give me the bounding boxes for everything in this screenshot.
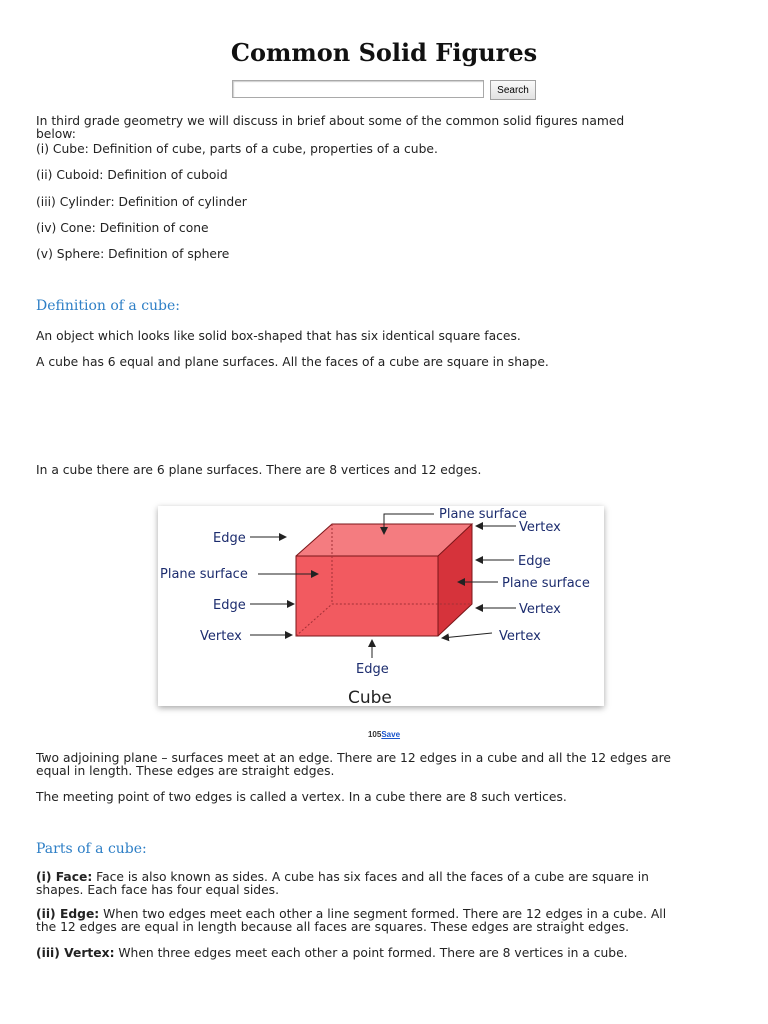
edge-line-1: When two edges meet each other a line segment formed. There are 12 edges in a cube. All bbox=[99, 907, 667, 921]
save-count: 105 bbox=[367, 730, 382, 739]
vertex-line-1: When three edges meet each other a point formed. There are 8 vertices in a cube. bbox=[114, 946, 628, 960]
label-vertex-right-bottom: Vertex bbox=[499, 629, 541, 644]
list-item: (ii) Cuboid: Definition of cuboid bbox=[36, 168, 228, 182]
figure-caption: Cube bbox=[348, 688, 392, 706]
label-edge-right-top: Edge bbox=[518, 554, 551, 569]
face-paragraph bbox=[36, 871, 736, 897]
list-item: (i) Cube: Definition of cube, parts of a cube, properties of a cube. bbox=[36, 142, 438, 156]
face-term: (i) Face: bbox=[36, 870, 93, 884]
cube-front-face bbox=[296, 556, 438, 636]
edge-paragraph-line-1: Two adjoining plane – surfaces meet at an edge. There are 12 edges in a cube and all the 12 edges are bbox=[36, 751, 671, 765]
intro-paragraph bbox=[36, 115, 736, 141]
definition-paragraph-3: In a cube there are 6 plane surfaces. There are 8 vertices and 12 edges. bbox=[36, 463, 482, 477]
label-plane-surface-left: Plane surface bbox=[160, 567, 248, 582]
vertex-term: (iii) Vertex: bbox=[36, 946, 115, 960]
label-vertex-top-right: Vertex bbox=[519, 520, 561, 535]
edge-definition-paragraph bbox=[36, 908, 736, 934]
list-item: (iii) Cylinder: Definition of cylinder bbox=[36, 195, 247, 209]
label-plane-surface-right: Plane surface bbox=[502, 576, 590, 591]
section-heading-definition: Definition of a cube: bbox=[36, 298, 181, 314]
list-item: (v) Sphere: Definition of sphere bbox=[36, 247, 230, 261]
edge-term: (ii) Edge: bbox=[36, 907, 100, 921]
face-line-1: Face is also known as sides. A cube has six faces and all the faces of a cube are square in bbox=[92, 870, 649, 884]
intro-line-1: In third grade geometry we will discuss in brief about some of the common solid figures named bbox=[36, 114, 625, 128]
label-edge-left-top: Edge bbox=[213, 531, 246, 546]
list-item: (iv) Cone: Definition of cone bbox=[36, 221, 209, 235]
face-line-2: shapes. Each face has four equal sides. bbox=[36, 883, 279, 897]
definition-paragraph-1: An object which looks like solid box-shaped that has six identical square faces. bbox=[36, 329, 521, 343]
vertex-paragraph: The meeting point of two edges is called a vertex. In a cube there are 8 such vertices. bbox=[36, 790, 567, 804]
edge-paragraph-line-2: equal in length. These edges are straight edges. bbox=[36, 764, 335, 778]
edge-line-2: the 12 edges are equal in length because all faces are squares. These edges are straight edges. bbox=[36, 920, 630, 934]
cube-diagram bbox=[158, 506, 604, 706]
label-vertex-left-bottom: Vertex bbox=[200, 629, 242, 644]
label-edge-bottom: Edge bbox=[356, 662, 389, 677]
intro-line-2: below: bbox=[36, 127, 76, 141]
save-link[interactable]: Save bbox=[381, 730, 401, 739]
search-input[interactable] bbox=[232, 80, 484, 98]
definition-paragraph-2: A cube has 6 equal and plane surfaces. All the faces of a cube are square in shape. bbox=[36, 355, 549, 369]
search-button[interactable]: Search bbox=[490, 80, 536, 100]
label-plane-surface-top: Plane surface bbox=[439, 507, 527, 522]
label-edge-left-mid: Edge bbox=[213, 598, 246, 613]
section-heading-parts: Parts of a cube: bbox=[36, 841, 147, 857]
vertex-definition-paragraph bbox=[36, 947, 736, 960]
page-title: Common Solid Figures bbox=[230, 38, 538, 67]
save-row bbox=[0, 730, 768, 739]
label-vertex-right-mid: Vertex bbox=[519, 602, 561, 617]
cube-diagram-svg bbox=[158, 506, 604, 706]
edge-paragraph bbox=[36, 752, 736, 778]
